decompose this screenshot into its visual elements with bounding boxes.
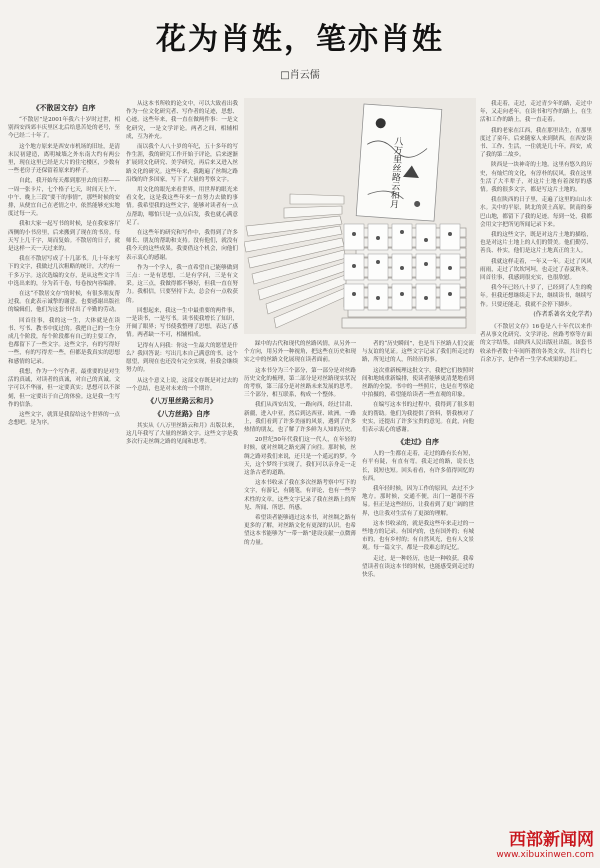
paragraph: 记得有人问我：你这一生最大的愿望是什么？我回答说：写出几本自己满意的书。这个愿望，到现在也还没有完全实现，但我会继续努力的。 (126, 342, 238, 374)
paragraph: 希望读者能够通过这本书，对丝绸之路有更多的了解，对丝路文化有更深的认识。也希望这本书能够为“一带一路”建设贡献一点微薄的力量。 (244, 515, 356, 546)
author-note: (作者系著名文化学者) (533, 310, 592, 318)
book-cover-title: 八万里丝路云和月 (387, 136, 403, 209)
paragraph: 这个地方原来是西安市机场的旧址，是清末民初建造，离明城墙之外东南大约有两公里，现在这里已经是大片的住宅楼区，少数有一些老房子还保留着原来的样子。 (8, 143, 120, 175)
paragraph: 这本书收录了我在多次丝路考察中写下的文字，有游记，有随笔，有评论，也有一些学术性的文章。这些文字记录了我在丝路上的所见、所闻、所思、所感。 (244, 480, 356, 511)
paragraph: 从这本书所收的论文中，可以大致看出我作为一位文化研究者、写作者的足迹，思想、心迹。这些年来，我一直在做两件事：一是文化研究，一是文学评论。两者之间，相辅相成，互为补充。 (126, 101, 238, 140)
paragraph: 20世纪50年代我们这一代人，在年轻的时候，就对丝绸之路充满了向往。那时候，丝绸之路对我们来说，还只是一个遥远的梦。今天，这个梦终于实现了，我们可以亲身走一走这条古老的道路。 (244, 437, 356, 477)
column-1 (8, 100, 120, 862)
paragraph: 其实从《八万里丝路云和月》出版以来，这几年我写了大量的丝路文字。这些文字是我多次行走丝绸之路的见闻和思考。 (126, 422, 238, 446)
article-title: 花为肖姓，笔亦肖姓 (156, 22, 444, 57)
paragraph: 回首往事，我的这一生，大体就是在读书、写书、教书中度过的。我把自己的一生分成几个阶段，每个阶段都有自己的主要工作，也都留下了一些文字。这些文字，有的写得好一些，有的写得差一些，但都是我真实的思想和感情的记录。 (8, 317, 120, 365)
book-stack-illustration (244, 98, 476, 334)
paragraph: 我今年已经八十岁了，已经到了人生的晚年。但我还想继续走下去，继续读书，继续写作。只要还能走，我就不会停下脚步。 (480, 285, 592, 308)
column-3 (244, 340, 356, 862)
paragraph: 我的这些文字，既是对这片土地的描绘，也是对这片土地上的人们的赞美。他们勤劳、善良、朴实，他们是这片土地真正的主人。 (480, 232, 592, 255)
watermark-logo (496, 825, 594, 860)
paragraph: 人的一生都在走着，走过的路有长有短，有平有陡，有直有弯。我走过的路，说长也长，说短也短。回头看看，有许多值得回忆的东西。 (362, 451, 474, 482)
paragraph: 我的老家在江西，我在那里出生，在那里度过了童年。后来随家人来到陕西，在西安读书、工作、生活，一住就是几十年。西安，成了我的第二故乡。 (480, 127, 592, 159)
section-heading: 《不散居文存》自序 (32, 103, 96, 112)
paragraph: 回想起来，我这一生中最重要的两件事，一是读书，一是写书。读书使我增长了知识，开阔了眼界；写书使我整理了思想，表达了感情。两者缺一不可，相辅相成。 (126, 307, 238, 339)
paragraph: 在这些年的研究和写作中，我得到了许多师长、朋友的帮助和支持。没有他们，就没有我今天的这些成果。我要借这个机会，向他们表示衷心的感谢。 (126, 230, 238, 261)
paragraph: 踩中的古代和现代的丝路风情，从另外一个方向，用另外一种视角，把这些在历史和现实之中的丝路文化展现在读者面前。 (244, 341, 356, 364)
paragraph: 我年轻时候，因为工作的原因，去过不少地方。那时候，交通不便，出门一趟很不容易。但正是这些经历，让我看到了更广阔的世界，也让我对生活有了更深的理解。 (362, 486, 474, 517)
paragraph: 我在不散居写成了十几部书。几十年来写下的文字，我做过几次粗略的统计，大约有一千多万字。这次选编的文存，是从这些文字当中选出来的，分为若干卷，每卷按内容编排。 (8, 256, 120, 287)
paragraph: “不散居”是2001年我六十岁时过世，相别西安西郊丰庆里区北后给患苦处的老号，至今已经二十年了。 (8, 117, 120, 140)
paragraph: 我在陕西的日子里，走遍了这里的山山水水。关中的平原，陕北的黄土高原，陕南的秦巴山地，都留下了我的足迹。每到一处，我都会用文字把所见所闻记录下来。 (480, 197, 592, 228)
paragraph: 这次重新梳理这批文字，我把它们按照时间和地域重新编排，使读者能够更清楚地看到丝路的全貌。书中的一些照片，也是在考察途中拍摄的，希望能给读者一些直观的印象。 (362, 367, 474, 399)
paragraph: 我走着，走过，走过青少年的路，走过中年，又走向老年。在读书和写作的路上，在生活和工作的路上，我一直走着。 (480, 101, 592, 124)
paragraph: 我就这样走着，一年又一年。走过了风风雨雨，走过了坎坎坷坷，也走过了春夏秋冬。回首往事，我感到很充实，也很欣慰。 (480, 258, 592, 282)
byline: □肖云儒 (280, 70, 320, 81)
paragraph: 走过，是一种经历，也是一种收获。我希望读者在读这本书的时候，也能感受到走过的快乐。 (362, 555, 474, 579)
paragraph: 我和大家一起写书的时候，是在我家客厅西侧的小书房里，后来搬到了现在的书房。每天写上几千字，周而复始。不散居的日子，就是这样一天一天过来的。 (8, 221, 120, 253)
paragraph: 而以我个人八十岁的年纪，五十多年的写作生涯，我的研究工作开始于评论，后来逐渐扩展到文化研究、美学研究，再后来又进入丝路文化的研究。这些年来，我跑遍了丝绸之路沿线的许多国家，写下了大量的考察文字。 (126, 144, 238, 183)
paragraph: 用文化的眼光来看世界，用世界的眼光来看文化，这是我这些年来一直努力去做的事情。我希望我的这些文字，能够对读者有一点点帮助，哪怕只是一点点启发，我也就心满意足了。 (126, 187, 238, 226)
paragraph: 这些文字，就算是我留给这个世界的一点念想吧。是为序。 (8, 411, 120, 427)
paragraph: 《不散居文存》16卷是八十年代以来作者从事文化研究、文学评论、丝路考察等方面的文字结集，由陕西人民出版社出版。该套书收录作者数十年间所著的各类文章，共计约七百余万字，是作者一生学术成果的总汇。 (480, 324, 592, 363)
paragraph: 从这个意义上说，这部文存既是对过去的一个总结，也是对未来的一个期许。 (126, 377, 238, 392)
paragraph: 我想，作为一个写作者，最重要的是对生活的真诚，对读者的真诚，对自己的真诚。文字可以不华丽，但一定要真实；思想可以不深刻，但一定要出于自己的体验。这是我一生写作的信条。 (8, 368, 120, 408)
paragraph: 在编写这本书的过程中，我得到了很多朋友的帮助。他们为我提供了资料，帮我核对了史实，还提出了许多宝贵的意见。在此，向他们表示衷心的感谢。 (362, 402, 474, 434)
book-stack-photo (244, 98, 476, 334)
watermark-name: 西部新闻网 (509, 830, 594, 850)
section-heading: 《八万里丝路云和月》 (147, 395, 217, 405)
paragraph: 我们从西安出发，一路向西，经过甘肃、新疆，进入中亚，然后到达西亚、欧洲。一路上，我们看到了许多美丽的风景，遇到了许多热情的朋友，也了解了许多鲜为人知的历史。 (244, 402, 356, 434)
paragraph: 在这“不散居文存”的时候，有很多朋友帮过我。在此表示诚挚的谢意。也要感谢出版社的编辑们，他们为这套书付出了辛勤的劳动。 (8, 291, 120, 314)
section-heading: 《八方丝路》自序 (154, 408, 210, 418)
column-5 (480, 100, 592, 862)
column-2 (126, 100, 238, 862)
paragraph: 作为一个学人，我一直希望自己能够做到三点：一是有思想，二是有学问，三是有文采。这三点，我做得都不够好，但我一直在努力。我相信，只要坚持下去，总会有一点收获的。 (126, 264, 238, 304)
paragraph: 这本书分为三个部分，第一部分是对丝路历史文化的梳理，第二部分是对丝路现实状况的考察，第三部分是对丝路未来发展的思考。三个部分，相互联系，构成一个整体。 (244, 367, 356, 399)
paragraph: 陕西是一块神奇的土地。这里有悠久的历史，有灿烂的文化，有淳朴的民风。我在这里生活了大半辈子，对这片土地有着深厚的感情。我的很多文字，都是写这片土地的。 (480, 162, 592, 194)
paragraph: 这本书收录的，就是我这些年来走过的一些地方的记录。有国内的，也有国外的；有城市的，也有乡村的；有自然风光，也有人文景观。每一篇文字，都是一段难忘的记忆。 (362, 520, 474, 552)
section-heading: 《走过》自序 (397, 437, 439, 447)
paragraph: 自此，我开始每天都到那里去的日程——一周一张卡片，七个格子七天，时间天上午、中午、晚上三段“要干的事情”，那些时候的安排，从便宜自己在老情之中，依然能够充实地度过每一天。 (8, 178, 120, 218)
watermark-url: www.xibuxinwen.com (496, 850, 594, 860)
paragraph: 者的“历史瞬间”，也是当下丝路人们交流与友谊的见证。这些文字记录了我们所走过的路，所见过的人，所经历的事。 (362, 341, 474, 364)
column-4 (362, 340, 474, 862)
